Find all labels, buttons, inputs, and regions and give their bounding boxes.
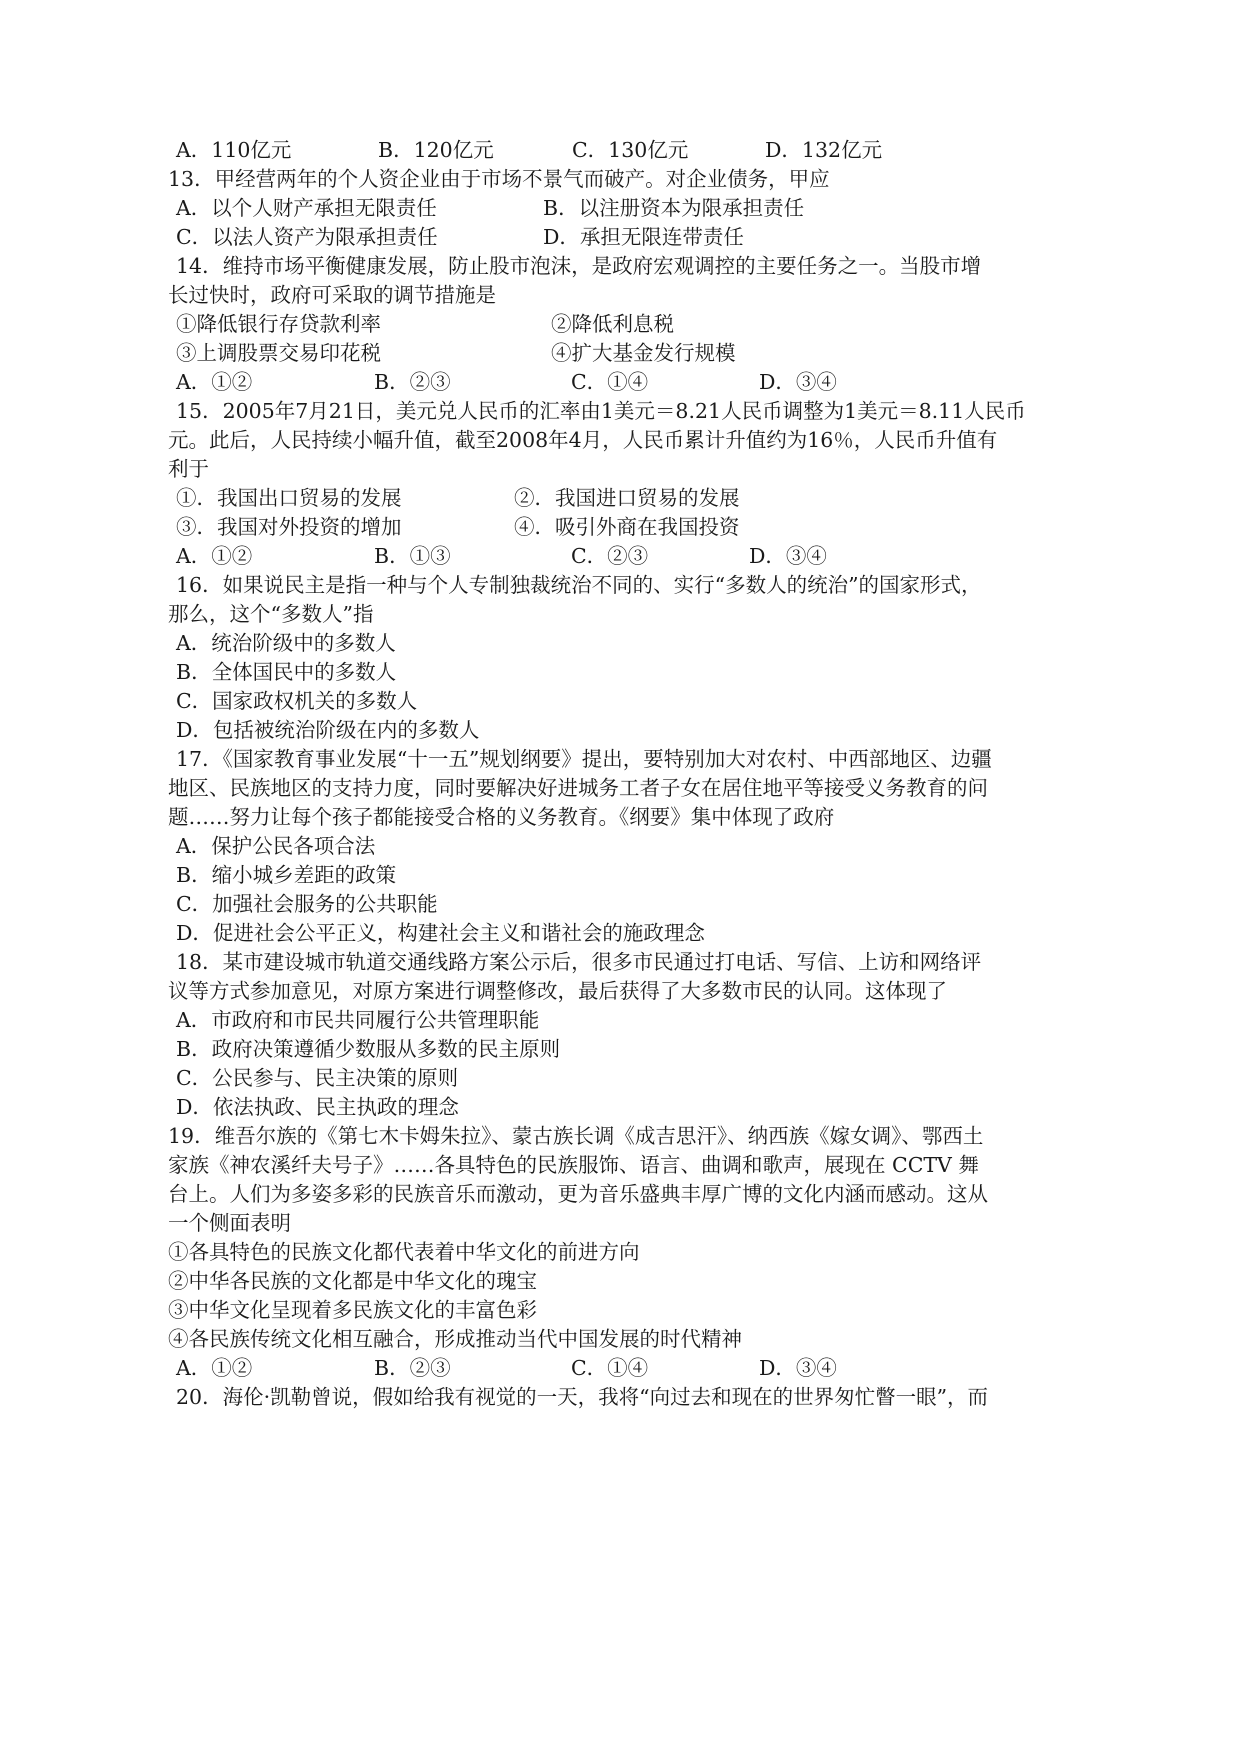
q12-option-c: C．130亿元 xyxy=(572,138,689,162)
q16-option-b: B．全体国民中的多数人 xyxy=(176,660,397,684)
q17-stem-line3: 题……努力让每个孩子都能接受合格的义务教育。《纲要》集中体现了政府 xyxy=(168,805,835,829)
q20-stem-line1: 20．海伦·凯勒曾说，假如给我有视觉的一天，我将“向过去和现在的世界匆忙瞥一眼”，而 xyxy=(176,1385,989,1409)
q17-option-b: B．缩小城乡差距的政策 xyxy=(176,863,397,887)
q18-stem-line2: 议等方式参加意见，对原方案进行调整修改，最后获得了大多数市民的认同。这体现了 xyxy=(168,979,947,1003)
q13-option-d: D．承担无限连带责任 xyxy=(543,225,744,249)
q17-option-a: A．保护公民各项合法 xyxy=(176,834,376,858)
q12-option-b: B．120亿元 xyxy=(378,138,494,162)
q16-option-a: A．统治阶级中的多数人 xyxy=(176,631,396,655)
q15-option-b: B．①③ xyxy=(374,544,451,568)
q14-item-2: ②降低利息税 xyxy=(551,312,674,336)
q13-stem: 13．甲经营两年的个人资企业由于市场不景气而破产。对企业债务，甲应 xyxy=(168,167,830,191)
q15-item-2: ②．我国进口贸易的发展 xyxy=(514,486,740,510)
q13-option-b: B．以注册资本为限承担责任 xyxy=(543,196,805,220)
q14-stem-line2: 长过快时，政府可采取的调节措施是 xyxy=(168,283,496,307)
q13-option-c: C．以法人资产为限承担责任 xyxy=(176,225,438,249)
q15-stem-line1: 15．2005年7月21日，美元兑人民币的汇率由1美元＝8.21人民币调整为1美元＝8.11人民币 xyxy=(176,399,1026,423)
q18-option-c: C．公民参与、民主决策的原则 xyxy=(176,1066,459,1090)
q19-option-b: B．②③ xyxy=(374,1356,451,1380)
q15-option-d: D．③④ xyxy=(749,544,827,568)
q17-option-c: C．加强社会服务的公共职能 xyxy=(176,892,438,916)
q14-option-a: A．①② xyxy=(176,370,253,394)
q15-stem-line2: 元。此后，人民持续小幅升值，截至2008年4月，人民币累计升值约为16％，人民币升值有 xyxy=(168,428,998,452)
q18-stem-line1: 18．某市建设城市轨道交通线路方案公示后，很多市民通过打电话、写信、上访和网络评 xyxy=(176,950,982,974)
q14-option-c: C．①④ xyxy=(571,370,649,394)
q15-item-3: ③．我国对外投资的增加 xyxy=(176,515,402,539)
q16-stem-line1: 16．如果说民主是指一种与个人专制独裁统治不同的、实行“多数人的统治”的国家形式， xyxy=(176,573,982,597)
q19-option-c: C．①④ xyxy=(571,1356,649,1380)
q17-stem-line2: 地区、民族地区的支持力度，同时要解决好进城务工者子女在居住地平等接受义务教育的问 xyxy=(168,776,988,800)
q18-option-a: A．市政府和市民共同履行公共管理职能 xyxy=(176,1008,540,1032)
q14-item-4: ④扩大基金发行规模 xyxy=(551,341,736,365)
q14-stem-line1: 14．维持市场平衡健康发展，防止股市泡沫，是政府宏观调控的主要任务之一。当股市增 xyxy=(176,254,982,278)
q19-stem-line4: 一个侧面表明 xyxy=(168,1211,291,1235)
q19-item-2: ②中华各民族的文化都是中华文化的瑰宝 xyxy=(168,1269,537,1293)
q14-option-d: D．③④ xyxy=(759,370,837,394)
q19-item-1: ①各具特色的民族文化都代表着中华文化的前进方向 xyxy=(168,1240,640,1264)
q16-stem-line2: 那么，这个“多数人”指 xyxy=(168,602,374,626)
q19-stem-line2: 家族《神农溪纤夫号子》……各具特色的民族服饰、语言、曲调和歌声，展现在 CCTV 舞 xyxy=(168,1153,979,1177)
q16-option-d: D．包括被统治阶级在内的多数人 xyxy=(176,718,480,742)
q15-item-4: ④．吸引外商在我国投资 xyxy=(514,515,740,539)
q12-option-d: D．132亿元 xyxy=(765,138,883,162)
q15-stem-line3: 利于 xyxy=(168,457,209,481)
q15-item-1: ①．我国出口贸易的发展 xyxy=(176,486,402,510)
q19-stem-line3: 台上。人们为多姿多彩的民族音乐而激动，更为音乐盛典丰厚广博的文化内涵而感动。这从 xyxy=(168,1182,988,1206)
q19-item-3: ③中华文化呈现着多民族文化的丰富色彩 xyxy=(168,1298,537,1322)
q16-option-c: C．国家政权机关的多数人 xyxy=(176,689,418,713)
q17-stem-line1: 17．《国家教育事业发展“十一五”规划纲要》提出，要特别加大对农村、中西部地区、边疆 xyxy=(176,747,992,771)
q18-option-d: D．依法执政、民主执政的理念 xyxy=(176,1095,459,1119)
q13-option-a: A．以个人财产承担无限责任 xyxy=(176,196,437,220)
q15-option-c: C．②③ xyxy=(571,544,649,568)
q17-option-d: D．促进社会公平正义，构建社会主义和谐社会的施政理念 xyxy=(176,921,705,945)
q15-option-a: A．①② xyxy=(176,544,253,568)
q14-item-3: ③上调股票交易印花税 xyxy=(176,341,381,365)
q14-item-1: ①降低银行存贷款利率 xyxy=(176,312,381,336)
q19-option-d: D．③④ xyxy=(759,1356,837,1380)
q19-item-4: ④各民族传统文化相互融合，形成推动当代中国发展的时代精神 xyxy=(168,1327,742,1351)
q14-option-b: B．②③ xyxy=(374,370,451,394)
q18-option-b: B．政府决策遵循少数服从多数的民主原则 xyxy=(176,1037,561,1061)
q12-option-a: A．110亿元 xyxy=(176,138,292,162)
q19-option-a: A．①② xyxy=(176,1356,253,1380)
q19-stem-line1: 19．维吾尔族的《第七木卡姆朱拉》、蒙古族长调《成吉思汗》、纳西族《嫁女调》、鄂西土 xyxy=(168,1124,984,1148)
